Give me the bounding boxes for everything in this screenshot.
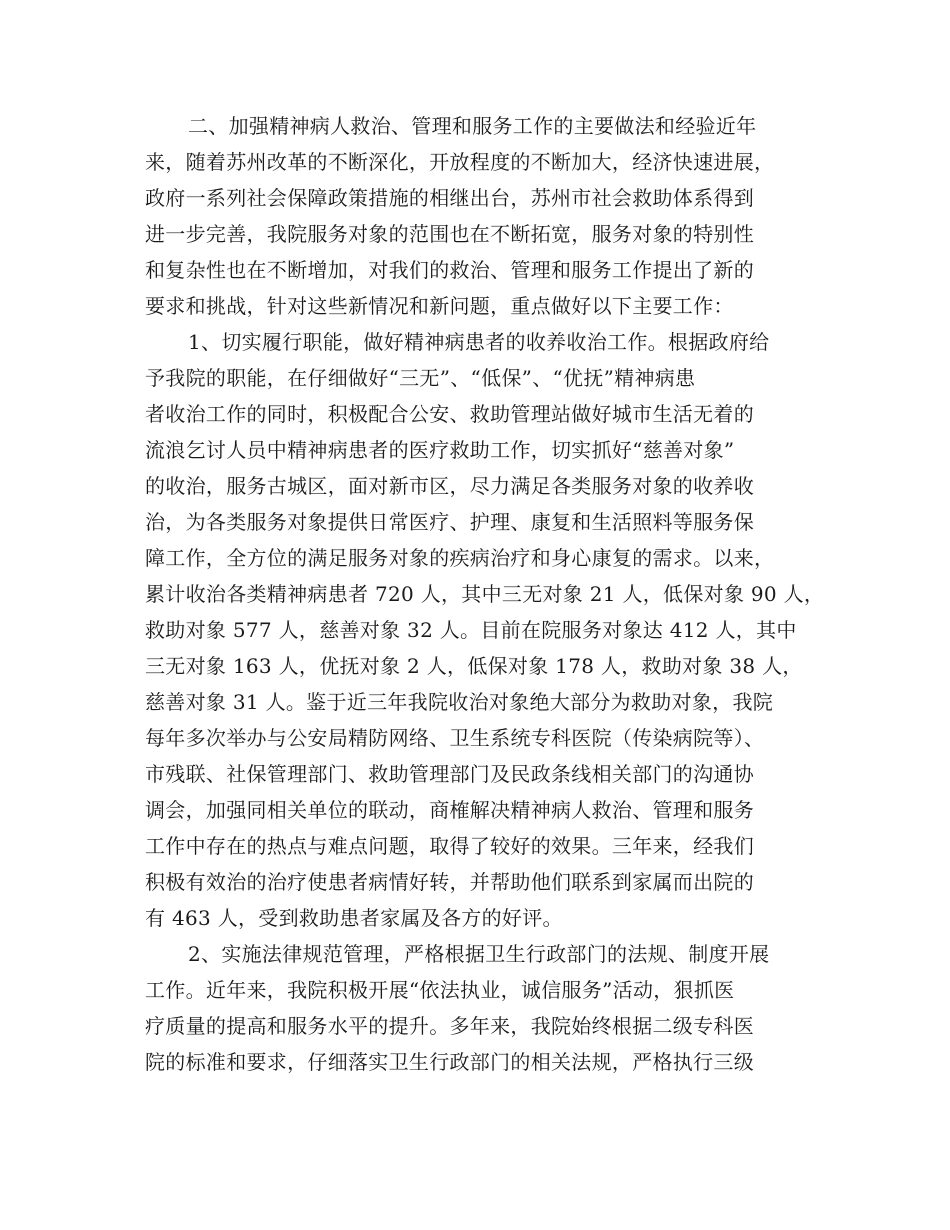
- text-line: 积极有效治的治疗使患者病情好转，并帮助他们联系到家属而出院的: [145, 870, 754, 894]
- text-line: 有 463 人，受到救助患者家属及各方的好评。: [145, 906, 563, 930]
- text-line: 工作中存在的热点与难点问题，取得了较好的效果。三年来，经我们: [145, 834, 754, 858]
- text-line: 的收治，服务古城区，面对新市区，尽力满足各类服务对象的收养收: [145, 474, 754, 498]
- text-line: 救助对象 577 人，慈善对象 32 人。目前在院服务对象达 412 人，其中: [145, 618, 797, 642]
- text-line: 进一步完善，我院服务对象的范围也在不断拓宽，服务对象的特别性: [145, 222, 754, 246]
- text-line: 障工作，全方位的满足服务对象的疾病治疗和身心康复的需求。以来，: [145, 546, 775, 570]
- text-line: 政府一系列社会保障政策措施的相继出台，苏州市社会救助体系得到: [145, 186, 754, 210]
- text-line: 累计收治各类精神病患者 720 人，其中三无对象 21 人，低保对象 90 人，: [145, 582, 825, 606]
- text-line: 慈善对象 31 人。鉴于近三年我院收治对象绝大部分为救助对象，我院: [145, 690, 774, 714]
- paragraph-2-start: 2、实施法律规范管理，严格根据卫生行政部门的法规、制度开展: [188, 942, 770, 966]
- text-line: 和复杂性也在不断增加，对我们的救治、管理和服务工作提出了新的: [145, 258, 754, 282]
- text-line: 予我院的职能，在仔细做好“三无”、“低保”、“优抚”精神病患: [145, 366, 696, 390]
- text-line: 流浪乞讨人员中精神病患者的医疗救助工作，切实抓好“慈善对象”: [145, 438, 735, 462]
- text-line: 调会，加强同相关单位的联动，商榷解决精神病人救治、管理和服务: [145, 798, 754, 822]
- text-line: 每年多次举办与公安局精防网络、卫生系统专科医院（传染病院等）、: [145, 726, 765, 750]
- section-heading-line: 二、加强精神病人救治、管理和服务工作的主要做法和经验近年: [188, 114, 757, 138]
- text-line: 治，为各类服务对象提供日常医疗、护理、康复和生活照料等服务保: [145, 510, 754, 534]
- text-line: 市残联、社保管理部门、救助管理部门及民政条线相关部门的沟通协: [145, 762, 754, 786]
- text-line: 工作。近年来，我院积极开展“依法执业，诚信服务”活动，狠抓医: [145, 978, 735, 1002]
- text-line: 要求和挑战，针对这些新情况和新问题，重点做好以下主要工作：: [145, 294, 734, 318]
- text-line: 三无对象 163 人，优抚对象 2 人，低保对象 178 人，救助对象 38 人，: [145, 654, 803, 678]
- paragraph-1-start: 1、切实履行职能，做好精神病患者的收养收治工作。根据政府给: [188, 330, 770, 354]
- text-line: 者收治工作的同时，积极配合公安、救助管理站做好城市生活无着的: [145, 402, 754, 426]
- text-line: 院的标准和要求，仔细落实卫生行政部门的相关法规，严格执行三级: [145, 1050, 754, 1074]
- text-line: 疗质量的提高和服务水平的提升。多年来，我院始终根据二级专科医: [145, 1014, 754, 1038]
- text-line: 来，随着苏州改革的不断深化，开放程度的不断加大，经济快速进展，: [145, 150, 775, 174]
